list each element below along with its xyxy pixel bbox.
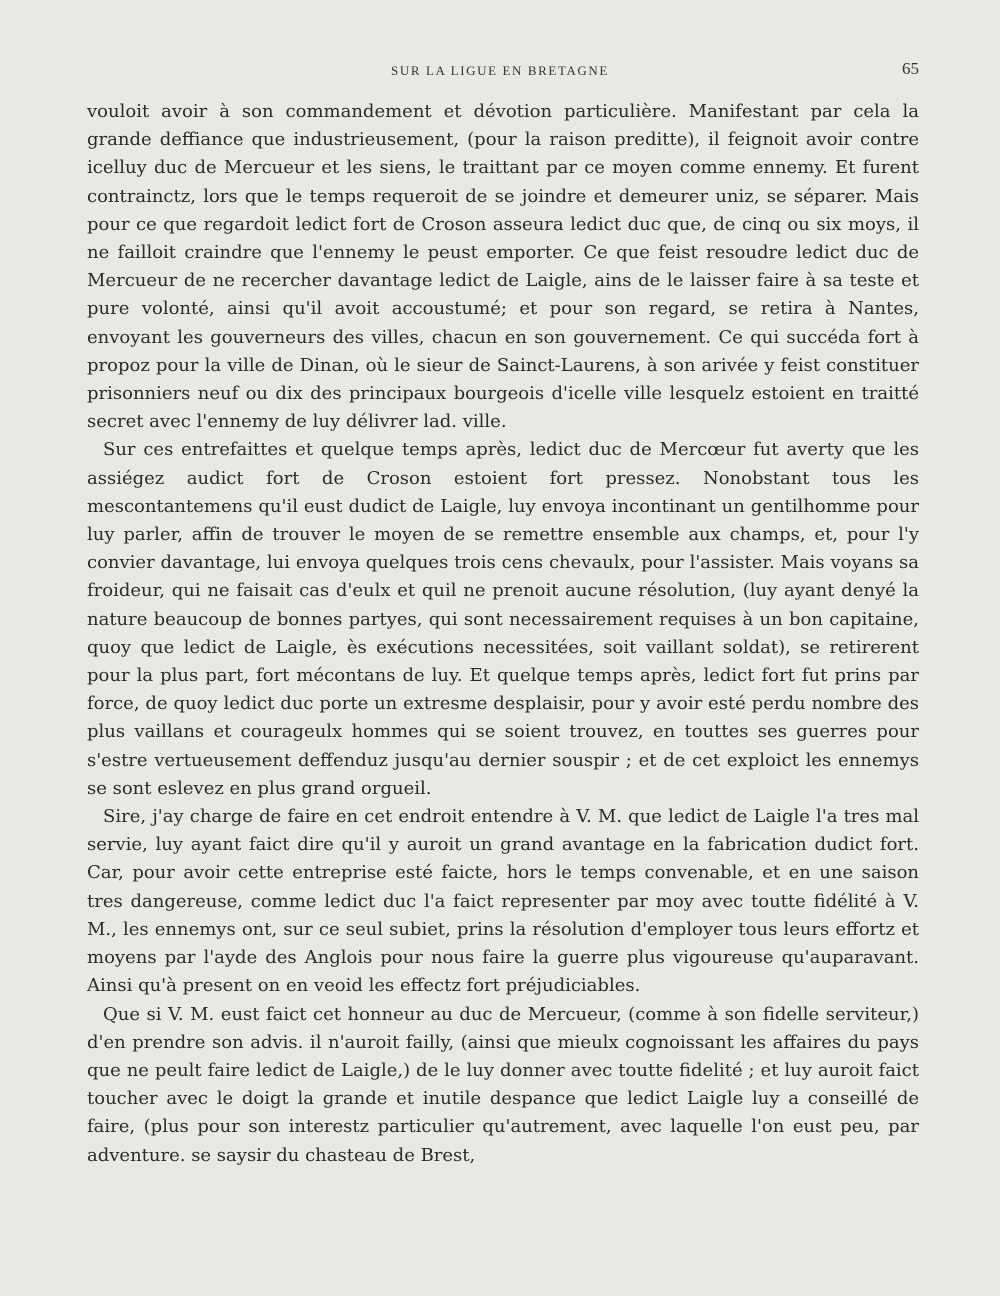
- body-text: [87, 98, 919, 1170]
- running-title: SUR LA LIGUE EN BRETAGNE: [391, 63, 609, 78]
- paragraph: Sire, j'ay charge de faire en cet endroit entendre à V. M. que ledict de Laigle l'a tres mal servie, luy ayant faict dire qu'il y auroit un grand avantage en la fabrication dudict fort. Car, pour avoir cette entreprise esté faicte, hors le temps convenable, et en une saison tres dangereuse, comme ledict duc l'a faict representer par moy avec toutte fidélité à V. M., les ennemys ont, sur ce seul subiet, prins la résolution d'employer tous leurs effortz et moyens par l'ayde des Anglois pour nous faire la guerre plus vigoureuse qu'auparavant. Ainsi qu'à present on en veoid les effectz fort préjudiciables.: [87, 806, 919, 997]
- paragraph: Que si V. M. eust faict cet honneur au duc de Mercueur, (comme à son fidelle serviteur,) d'en prendre son advis. il n'auroit failly, (ainsi que mieulx cognoissant les affaires du pays que ne peult faire ledict de Laigle,) de le luy donner avec toutte fidelité ; et luy auroit faict toucher avec le doigt la grande et inutile despance que ledict Laigle luy a conseillé de faire, (plus pour son interestz particulier qu'autrement, avec laquelle l'on eust peu, par adventure. se saysir du chasteau de Brest,: [87, 1003, 919, 1166]
- page-number: 65: [902, 59, 919, 78]
- paragraph: Sur ces entrefaittes et quelque temps après, ledict duc de Mercœur fut averty que les assiégez audict fort de Croson estoient fort pressez. Nonobstant tous les mescontantemens qu'il eust dudict de Laigle, luy envoya incontinant un gentilhomme pour luy parler, affin de trouver le moyen de se remettre ensemble aux champs, et, pour l'y convier davantage, lui envoya quelques trois cens chevaulx, pour l'assister. Mais voyans sa froideur, qui ne faisait cas d'eulx et quil ne prenoit aucune résolution, (luy ayant denyé la nature beaucoup de bonnes partyes, qui sont necessairement requises à un bon capitaine, quoy que ledict de Laigle, ès exécutions necessitées, soit vaillant soldat), se retirerent pour la plus part, fort mécontans de luy. Et quelque temps après, ledict fort fut prins par force, de quoy ledict duc porte un extresme desplaisir, pour y avoir esté perdu nombre des plus vaillans et courageulx hommes qui se soient trouvez, en touttes ses guerres pour s'estre vertueusement deffenduz jusqu'au dernier souspir ; et de cet exploict les ennemys se sont eslevez en plus grand orgueil.: [87, 439, 919, 799]
- paragraph: vouloit avoir à son commandement et dévotion particulière. Manifestant par cela la grande deffiance que industrieusement, (pour la raison predittе), il feignoit avoir contre icelluy duc de Mercueur et les siens, le traittant par ce moyen comme ennemy. Et furent contrainctz, lors que le temps requeroit de se joindre et demeurer uniz, se séparer. Mais pour ce que regardoit ledict fort de Croson asseura ledict duc que, de cinq ou six moys, il ne failloit craindre que l'ennemy le peust emporter. Ce que feist resoudre ledict duc de Mercueur de ne recercher davantage ledict de Laigle, ains de le laisser faire à sa teste et pure volonté, ainsi qu'il avoit accoustumé; et pour son regard, se retira à Nantes, envoyant les gouverneurs des villes, chacun en son gouvernement. Ce qui succéda fort à propoz pour la ville de Dinan, où le sieur de Sainct-Laurens, à son arivée y feist constituer prisonniers neuf ou dix des principaux bourgeois d'icelle ville lesquelz estoient en traitté secret avec l'ennemy de luy délivrer lad. ville.: [87, 101, 919, 433]
